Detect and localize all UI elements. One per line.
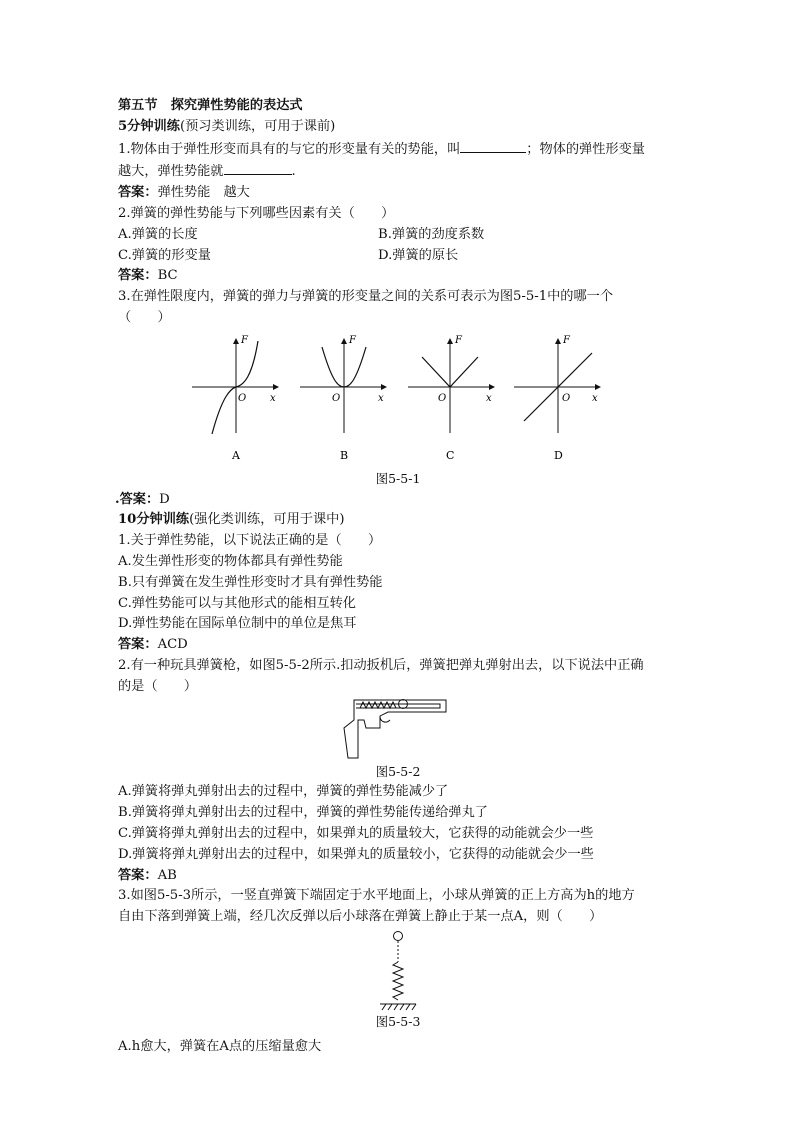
part1-heading-rest: (预习类训练，可用于课前) <box>179 118 336 134</box>
answer-label: 答案： <box>118 268 158 284</box>
fill-blank-2 <box>224 160 292 175</box>
fill-blank-1 <box>460 138 526 153</box>
axis-label-x: x <box>486 392 492 404</box>
origin-label: O <box>438 392 447 404</box>
p1-q1-line2 <box>118 160 678 183</box>
spring <box>393 962 403 1000</box>
ball-spring-drawing <box>380 931 416 1010</box>
figure-5-5-3-caption: 图5-5-3 <box>375 1013 421 1029</box>
p2-q1-stem: 1.关于弹性势能，以下说法正确的是（ ） <box>118 533 382 549</box>
p2-q3-stem-line2: 自由下落到弹簧上端，经几次反弹以后小球落在弹簧上静止于某一点A，则（ ） <box>118 909 603 925</box>
p1-q3-answer <box>115 490 678 511</box>
p1-q1-text-c: 越大，弹性势能就 <box>118 164 224 180</box>
graph-b <box>300 335 386 462</box>
part1-heading-bold: 5分钟训练 <box>118 118 180 134</box>
option-d: D.弹簧将弹丸弹射出去的过程中，如果弹丸的质量较小，它获得的动能就会少一些 <box>118 846 594 862</box>
part1-heading <box>118 117 678 138</box>
p2-q2-answer <box>118 866 678 887</box>
figure-5-5-2-caption: 图5-5-2 <box>375 763 421 779</box>
origin-label: O <box>332 392 341 404</box>
p1-q1-answer <box>118 183 678 204</box>
p1-q1-text-b: ；物体的弹性形变量 <box>526 141 645 157</box>
spring-gun-svg <box>118 698 678 762</box>
graph-option-a: A <box>232 448 240 462</box>
p2-q3-stem-line1: 3.如图5-5-3所示，一竖直弹簧下端固定于水平地面上，小球从弹簧的正上方高为h的地方 <box>118 888 635 904</box>
option-d: D.弹簧的原长 <box>378 247 459 263</box>
part2-heading <box>118 510 678 531</box>
option-b: B.只有弹簧在发生弹性形变时才具有弹性势能 <box>118 574 383 590</box>
option-a: A.h愈大，弹簧在A点的压缩量愈大 <box>118 1038 322 1054</box>
answer-label: 答案： <box>118 185 158 201</box>
axis-label-x: x <box>270 392 276 404</box>
figure-5-5-3 <box>118 928 678 1012</box>
origin-label: O <box>562 392 571 404</box>
option-c: C.弹簧的形变量 <box>118 247 211 263</box>
part2-heading-rest: (强化类训练，可用于课中) <box>189 512 345 528</box>
axis-label-f: F <box>349 334 356 346</box>
graph-option-b: B <box>340 448 349 462</box>
p1-q2-stem: 2.弹簧的弹性势能与下列哪些因素有关（ ） <box>118 205 395 221</box>
answer-label: .答案： <box>115 491 160 507</box>
p2-q1-answer <box>118 635 678 656</box>
graph-d <box>514 335 600 462</box>
figure-5-5-1 <box>118 329 678 469</box>
graph-a <box>192 335 278 462</box>
option-a: A.弹簧的长度 <box>118 226 198 242</box>
toy-gun-drawing <box>344 699 446 758</box>
p1-q3-stem-line1: 3.在弹性限度内，弹簧的弹力与弹簧的形变量之间的关系可表示为图5-5-1中的哪一个 <box>118 289 614 305</box>
p1-q3-stem-line2: （ ） <box>118 309 171 325</box>
p1-q2-options-row2 <box>118 246 678 267</box>
p2-q2-stem-line1: 2.有一种玩具弹簧枪，如图5-5-2所示.扣动扳机后，弹簧把弹丸弹射出去，以下说法中正确 <box>118 657 644 673</box>
axis-label-x: x <box>592 392 598 404</box>
p1-q2-answer <box>118 266 678 287</box>
graph-option-d: D <box>554 448 563 462</box>
graph-option-c: C <box>446 448 455 462</box>
answer-label: 答案： <box>118 637 158 653</box>
document-page <box>115 96 678 1058</box>
answer-text: 弹性势能 越大 <box>157 185 250 201</box>
option-b: B.弹簧将弹丸弹射出去的过程中，弹簧的弹性势能传递给弹丸了 <box>118 805 488 821</box>
option-d: D.弹性势能在国际单位制中的单位是焦耳 <box>118 616 357 632</box>
graph-c <box>408 335 494 462</box>
option-c: C.弹性势能可以与其他形式的能相互转化 <box>118 595 356 611</box>
option-a: A.弹簧将弹丸弹射出去的过程中，弹簧的弹性势能减少了 <box>118 784 449 800</box>
ground-hatch <box>382 1004 416 1010</box>
force-graphs-svg <box>118 329 678 469</box>
ball-spring-svg <box>118 928 678 1012</box>
axis-label-f: F <box>563 334 570 346</box>
axis-label-f: F <box>241 334 248 346</box>
p1-q1-text-a: 1.物体由于弹性形变而具有的与它的形变量有关的势能，叫 <box>118 141 461 157</box>
p1-q1-line1 <box>118 138 678 161</box>
spring-coil <box>360 702 396 708</box>
answer-text: D <box>159 491 170 507</box>
p2-q2-stem-line2: 的是（ ） <box>118 678 198 694</box>
figure-5-5-1-caption: 图5-5-1 <box>375 470 421 486</box>
ball <box>394 931 403 940</box>
answer-text: ACD <box>157 637 188 653</box>
option-a: A.发生弹性形变的物体都具有弹性势能 <box>118 553 343 569</box>
origin-label: O <box>238 392 247 404</box>
option-c: C.弹簧将弹丸弹射出去的过程中，如果弹丸的质量较大，它获得的动能就会少一些 <box>118 825 594 841</box>
part2-heading-bold: 10分钟训练 <box>118 512 190 528</box>
p1-q1-text-d: . <box>291 164 296 180</box>
figure-5-5-2 <box>118 698 678 762</box>
axis-label-f: F <box>455 334 462 346</box>
section-title: 第五节 探究弹性势能的表达式 <box>118 98 303 113</box>
answer-label: 答案： <box>118 867 158 883</box>
answer-text: BC <box>157 268 178 284</box>
p1-q2-options-row1 <box>118 225 678 246</box>
option-b: B.弹簧的劲度系数 <box>378 226 485 242</box>
answer-text: AB <box>157 867 177 883</box>
axis-label-x: x <box>378 392 384 404</box>
